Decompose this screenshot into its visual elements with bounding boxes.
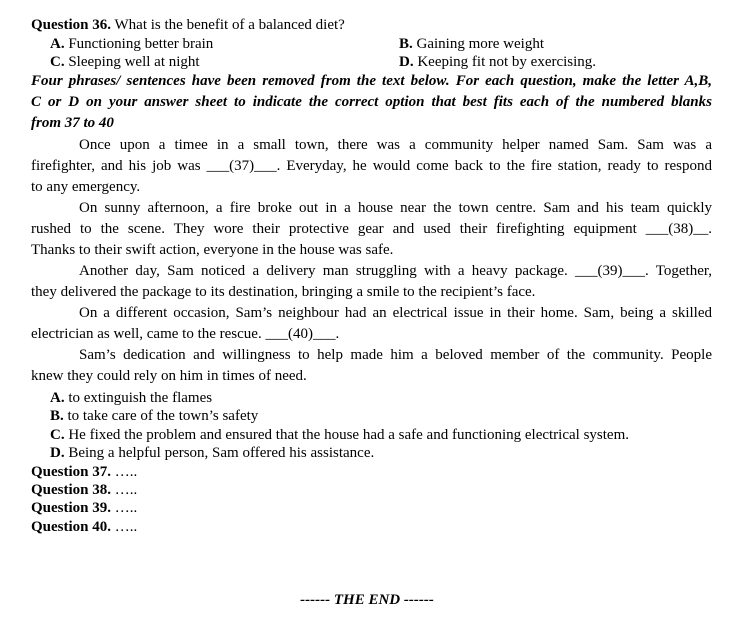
choice-letter: C. [50, 427, 65, 443]
answer-blank: ….. [114, 500, 138, 516]
q36-option-a [50, 35, 213, 53]
q36-option-b [399, 35, 544, 53]
option-letter: B. [399, 36, 413, 52]
choice-text: to extinguish the flames [68, 390, 213, 406]
passage-p5-line-2: knew they could rely on him in times of need. [31, 368, 307, 384]
question-36-text: What is the benefit of a balanced diet? [114, 17, 345, 33]
q36-option-d [399, 53, 596, 71]
choice-letter: A. [50, 390, 65, 406]
option-text: Sleeping well at night [68, 54, 200, 70]
choice-text: He fixed the problem and ensured that the house had a safe and functioning electrical system. [68, 427, 629, 443]
option-letter: A. [50, 36, 65, 52]
passage-p3-line-1: Another day, Sam noticed a delivery man struggling with a heavy package. ___(39)___. Together, [79, 263, 712, 279]
the-end: ------ THE END ------ [300, 592, 434, 608]
choice-a [50, 389, 212, 407]
choice-letter: D. [50, 445, 65, 461]
answer-label: Question 40. [31, 519, 112, 535]
passage-p1-line-1: Once upon a timee in a small town, there was a community helper named Sam. Sam was a [79, 137, 712, 153]
answer-question-39 [31, 499, 137, 517]
passage-p5-line-1: Sam’s dedication and willingness to help made him a beloved member of the community. People [79, 347, 712, 363]
passage-p2-line-1: On sunny afternoon, a fire broke out in a house near the town centre. Sam and his team quickly [79, 200, 712, 216]
choice-text: Being a helpful person, Sam offered his assistance. [68, 445, 375, 461]
choice-b [50, 407, 258, 425]
choice-letter: B. [50, 408, 64, 424]
passage-p4-line-1: On a different occasion, Sam’s neighbour had an electrical issue in their home. Sam, being a skilled [79, 305, 712, 321]
answer-label: Question 39. [31, 500, 112, 516]
option-letter: C. [50, 54, 65, 70]
answer-blank: ….. [114, 464, 138, 480]
choice-d [50, 444, 374, 462]
answer-blank: ….. [114, 482, 138, 498]
q36-option-c [50, 53, 200, 71]
option-text: Keeping fit not by exercising. [417, 54, 597, 70]
choice-text: to take care of the town’s safety [67, 408, 259, 424]
answer-question-37 [31, 463, 137, 481]
option-text: Functioning better brain [68, 36, 214, 52]
instructions-line-1: Four phrases/ sentences have been removed from the text below. For each question, make the letter A,B, [31, 73, 712, 89]
answer-question-38 [31, 481, 137, 499]
passage-p1-line-2: firefighter, and his job was ___(37)___. Everyday, he would come back to the fire station, ready to respond [31, 158, 712, 174]
passage-p4-line-2: electrician as well, came to the rescue. ___(40)___. [31, 326, 340, 342]
instructions-line-2: C or D on your answer sheet to indicate the correct option that best fits each of the numbered blanks [31, 94, 712, 110]
passage-p3-line-2: they delivered the package to its destination, bringing a smile to the recipient’s face. [31, 284, 536, 300]
instructions-line-3: from 37 to 40 [31, 115, 114, 131]
passage-p2-line-2: rushed to the scene. They wore their protective gear and used their firefighting equipment ___(38)__. [31, 221, 712, 237]
question-36 [31, 16, 345, 34]
question-36-label: Question 36. [31, 17, 112, 33]
option-text: Gaining more weight [416, 36, 544, 52]
answer-label: Question 38. [31, 482, 112, 498]
answer-question-40 [31, 518, 137, 536]
passage-p1-line-3: to any emergency. [31, 179, 141, 195]
answer-blank: ….. [114, 519, 138, 535]
answer-label: Question 37. [31, 464, 112, 480]
passage-p2-line-3: Thanks to their swift action, everyone in the house was safe. [31, 242, 394, 258]
choice-c [50, 426, 629, 444]
option-letter: D. [399, 54, 414, 70]
